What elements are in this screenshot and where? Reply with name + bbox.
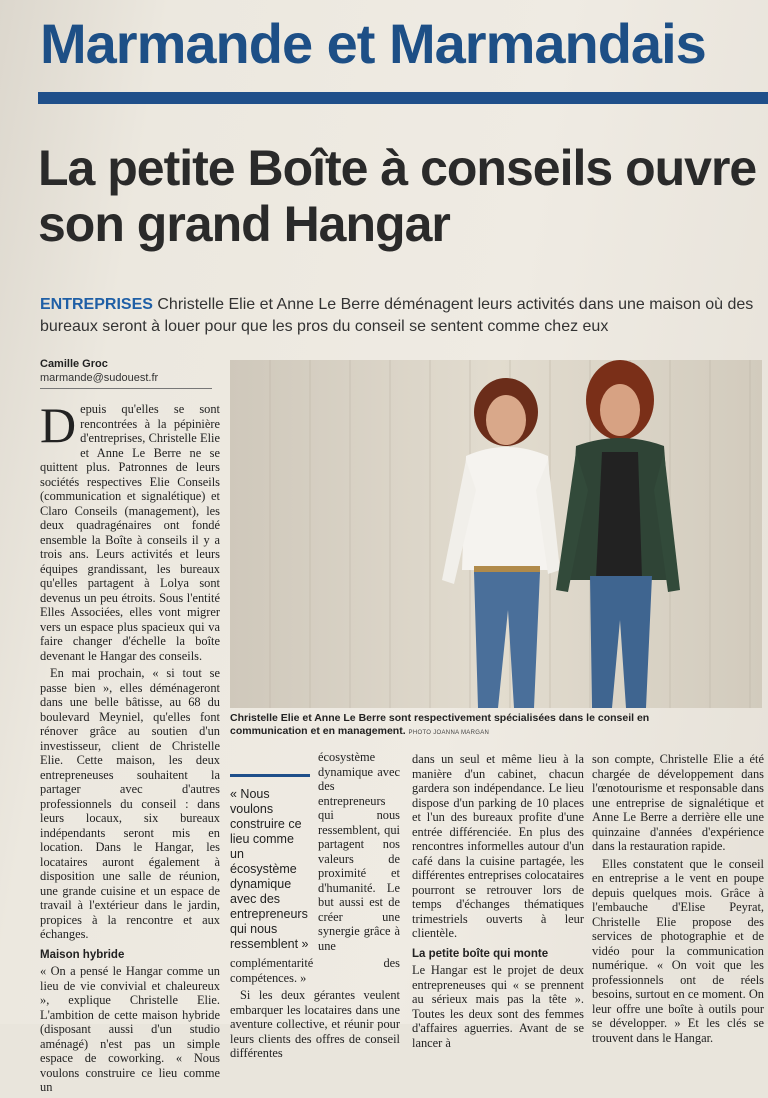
paragraph-3: « On a pensé le Hangar comme un lieu de vie convivial et chaleureux », explique Christelle Elie. L'ambition de cette maison hybride (disposant aussi d'un studio aménagé) n'est pas un simple espace de coworking. « Nous voulons construire ce lieu comme un — [40, 964, 220, 1094]
byline-rule — [40, 388, 212, 389]
photo-caption — [230, 712, 700, 740]
headline: La petite Boîte à conseils ouvre son grand Hangar — [38, 140, 757, 252]
paragraph-1-text: epuis qu'elles se sont rencontrées à la pépinière d'entreprises, Christelle Elie et Anne Le Berre ne se quittent plus. Patronnes de leurs sociétés respectives Elie Conseils (communication et signalétique) et Claro Conseils (management), les deux quadragénaires ont fondé ensemble la Boîte à conseils il y a trois ans. Leurs activités et leurs équipes grandissant, les bureaux qu'elles partagent à Lolya sont devenus un peu étroits. Sous l'entité Elles Associées, elles vont migrer vers un espace plus spacieux qui va faire changer d'échelle la boîte devenant le Hangar des conseils. — [40, 402, 220, 663]
paragraph-7: Le Hangar est le projet de deux entrepreneuses qui « se prennent au sérieux mais pas la tête ». Toutes les deux sont des femmes d'affaires aguerries. Avant de se lancer à — [412, 963, 584, 1050]
byline-email: marmande@sudouest.fr — [40, 372, 159, 384]
deck — [40, 294, 760, 338]
paragraph-8: son compte, Christelle Elie a été chargée de développement dans l'œnotourisme et responsable dans une entreprise de signalétique et Anne Le Berre a derrière elle une quinzaine d'années d'expérience dans la restauration rapide. — [592, 752, 764, 853]
paragraph-4: écosystème dynamique avec des entrepreneurs qui nous ressemblent, qui partagent nos valeurs de proximité et d'humanité. Le but aussi est de créer une synergie grâce à une complémentarité des compétences. » — [230, 750, 400, 985]
paragraph-1 — [40, 397, 220, 663]
paragraph-6: dans un seul et même lieu à la manière d'un cabinet, chacun gardera son indépendance. Le lieu dispose d'un parking de 10 places et l'un des bureaux profite d'une entrée différenciée. En plus des rencontres informelles autour d'un café dans la cuisine partagée, les différentes entreprises colocataires pourront se retrouver lors de temps d'échanges thématiques trimestriels ouverts à leur clientèle. — [412, 752, 584, 940]
photo-credit: PHOTO JOANNA MARGAN — [408, 730, 490, 736]
article-photo — [230, 360, 762, 708]
column-4 — [592, 752, 764, 1048]
paragraph-5: Si les deux gérantes veulent embarquer les locataires dans une aventure collective, et réunir pour leurs clients des offres de conseil différentes — [230, 988, 400, 1060]
deck-text: Christelle Elie et Anne Le Berre déménagent leurs activités dans une maison où des bureaux seront à louer pour que les pros du conseil se sentent comme chez eux — [40, 296, 754, 335]
photo-illustration — [230, 360, 762, 708]
paragraph-9: Elles constatent que le conseil en entreprise a le vent en poupe depuis quelques mois. Grâce à l'embauche d'Elise Peyrat, Christelle Elie propose des services de photographie et de vidéo pour la communication numérique. « On voit que les professionnels ont de réels besoins, surtout en ce moment. On leur offre une boîte à outils pour se développer. » Et les clés se trouvent dans le Hangar. — [592, 856, 764, 1045]
subhead-maison-hybride: Maison hybride — [40, 948, 125, 961]
paragraph-2: En mai prochain, « si tout se passe bien », elles déménageront dans une belle bâtisse, au 68 du boulevard Meyniel, qu'elles font rénover grâce au soutien d'un investisseur, client de Christelle Elie. Cette maison, les deux entrepreneuses souhaitent la partager avec d'autres professionnels du conseil : dans leurs locaux, six bureaux indépendants seront mis en location. Dans le Hangar, les locataires auront également à disposition une salle de réunion, une grande cuisine et un espace de travail à l'extérieur dans le jardin, propices à la rencontre et aux échanges. — [40, 666, 220, 941]
column-3 — [412, 752, 584, 1053]
column-2 — [230, 750, 400, 1064]
subhead-petite-boite: La petite boîte qui monte — [412, 947, 549, 960]
section-title: Marmande et Marmandais — [40, 12, 706, 75]
deck-kicker: ENTREPRISES — [40, 296, 153, 313]
byline-name: Camille Groc — [40, 358, 108, 370]
section-rule — [38, 92, 768, 104]
pull-quote: « Nous voulons construire ce lieu comme un écosystème dynamique avec des entrepreneurs qui nous ressemblent » — [230, 774, 310, 952]
dropcap: D — [40, 397, 77, 453]
caption-text: Christelle Elie et Anne Le Berre sont respectivement spécialisées dans le conseil en communication et en management. — [230, 712, 650, 737]
column-1 — [40, 397, 220, 1098]
